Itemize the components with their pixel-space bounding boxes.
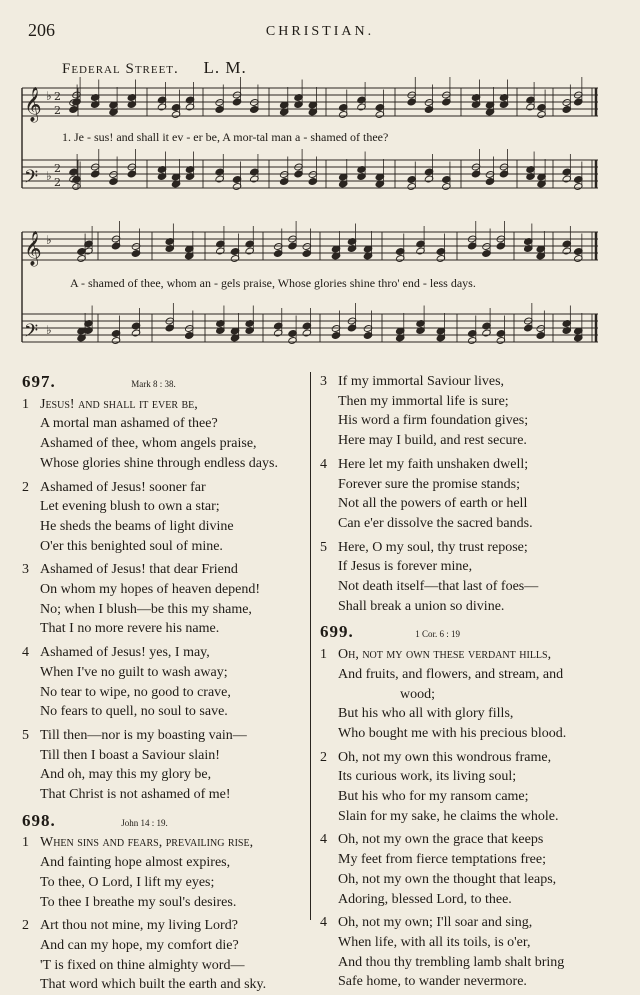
verse-number: 5	[320, 539, 327, 555]
verse-line: He sheds the beams of light divine	[40, 518, 234, 534]
verse-line: 2 Ashamed of Jesus! sooner far	[22, 478, 307, 498]
verse-line: wood;	[400, 686, 435, 702]
tune-name: Federal Street.	[62, 61, 179, 77]
treble-clef-icon: 𝄞	[24, 87, 42, 122]
verse-line: 2 Art thou not mine, my living Lord?	[22, 916, 307, 936]
verse-line: That Christ is not ashamed of me!	[40, 787, 231, 803]
verse	[22, 833, 307, 912]
flat-icon: ♭	[46, 169, 52, 183]
verse	[320, 830, 620, 909]
verse-line: 4 Oh, not my own; I'll soar and sing,	[320, 913, 620, 933]
page-number: 206	[28, 20, 55, 40]
verse-line: Slain for my sake, he claims the whole.	[338, 808, 559, 824]
verse	[320, 748, 620, 827]
verse-line: And fruits, and flowers, and stream, and	[338, 666, 564, 682]
verse	[22, 395, 307, 474]
verse	[320, 913, 620, 992]
verse-number: 4	[320, 915, 327, 931]
verse-line: Not death itself—that last of foes—	[338, 579, 539, 595]
verse-line: No; when I blush—be this my shame,	[40, 601, 252, 617]
column-divider	[310, 372, 311, 920]
lyric-line-1: 1. Je - sus! and shall it ev - er be, A mor-tal man a - shamed of thee?	[62, 130, 389, 144]
bass-clef-icon: 𝄢	[24, 167, 39, 192]
verse-number: 4	[320, 832, 327, 848]
hymn-699-heading: 699. 1 Cor. 6 : 19	[320, 622, 461, 642]
music-score	[0, 0, 640, 372]
verse-line: That word which built the earth and sky.	[40, 977, 267, 993]
hymn-699-verses	[320, 645, 620, 992]
verse-line: 2 Oh, not my own this wondrous frame,	[320, 748, 620, 768]
verse	[320, 645, 620, 744]
verse-line: To thee I breathe my soul's desires.	[40, 894, 237, 910]
verse-line: On whom my hopes of heaven depend!	[40, 582, 261, 598]
verse-line: Whose glories shine through endless days.	[40, 455, 278, 471]
verse	[22, 916, 307, 995]
lyric-line-2: A - shamed of thee, whom an - gels praise, Whose glories shine thro' end - less days.	[70, 276, 476, 290]
time-signature-bottom: 2	[54, 104, 61, 117]
verse-line: And fainting hope almost expires,	[40, 855, 231, 871]
verse-line: No fears to quell, no soul to save.	[40, 704, 228, 720]
verse-line: Who bought me with his precious blood.	[338, 725, 567, 741]
verse-line: If Jesus is forever mine,	[338, 559, 473, 575]
flat-icon: ♭	[46, 323, 52, 337]
verse-line: 3 Ashamed of Jesus! that dear Friend	[22, 560, 307, 580]
verse-line: His word a firm foundation gives;	[338, 413, 529, 429]
verse-line: And oh, may this my glory be,	[40, 767, 212, 783]
time-signature-bottom: 2	[54, 176, 61, 189]
running-title: CHRISTIAN.	[265, 24, 375, 39]
verse-line: And thou thy trembling lamb shalt bring	[338, 954, 565, 970]
verse-number: 1	[22, 835, 29, 851]
verse	[22, 560, 307, 639]
verse-line: 5 Till then—nor is my boasting vain—	[22, 726, 307, 746]
verse-number: 3	[22, 562, 29, 578]
verse	[320, 455, 620, 534]
verse-number: 1	[320, 647, 327, 663]
verse-number: 5	[22, 727, 29, 743]
hymn-698-verses-left	[22, 833, 307, 995]
hymn-column-left	[22, 372, 307, 995]
verse	[22, 643, 307, 722]
time-signature-top: 2	[54, 162, 61, 175]
flat-icon: ♭	[46, 89, 52, 103]
verse-line: Adoring, blessed Lord, to thee.	[338, 891, 512, 907]
bass-clef-icon: 𝄢	[24, 321, 39, 346]
tune-meter: L. M.	[203, 58, 247, 77]
verse-line: O'er this benighted soul of mine.	[40, 538, 223, 554]
verse-line: Ashamed of thee, whom angels praise,	[40, 436, 257, 452]
verse-line: 1 Oh, not my own these verdant hills,	[320, 645, 620, 665]
verse-line: Oh, not my own the thought that leaps,	[338, 871, 557, 887]
verse-line: 3 If my immortal Saviour lives,	[320, 372, 620, 392]
verse-line: My feet from fierce temptations free;	[338, 852, 546, 868]
flat-icon: ♭	[46, 233, 52, 247]
verse-line: 'T is fixed on thine almighty word—	[40, 957, 245, 973]
verse-line: Let evening blush to own a star;	[40, 499, 220, 515]
verse-line: Forever sure the promise stands;	[338, 476, 520, 492]
verse-line: 4 Oh, not my own the grace that keeps	[320, 830, 620, 850]
verse-number: 4	[22, 645, 29, 661]
verse-line: When life, with all its toils, is o'er,	[338, 934, 531, 950]
verse	[22, 726, 307, 805]
verse-line: A mortal man ashamed of thee?	[40, 416, 218, 432]
verse-line: No tear to wipe, no good to crave,	[40, 684, 231, 700]
verse-line: When I've no guilt to wash away;	[40, 664, 228, 680]
verse-line: Here may I build, and rest secure.	[338, 433, 527, 449]
hymn-698-heading: 698. John 14 : 19.	[22, 810, 168, 830]
verse-line: Then my immortal life is sure;	[338, 393, 509, 409]
verse-number: 2	[22, 918, 29, 934]
treble-clef-icon: 𝄞	[24, 231, 42, 266]
verse-line: Not all the powers of earth or hell	[338, 496, 528, 512]
verse-line: 4 Here let my faith unshaken dwell;	[320, 455, 620, 475]
verse-line: But his who for my ransom came;	[338, 789, 529, 805]
verse-line: To thee, O Lord, I lift my eyes;	[40, 874, 215, 890]
verse-line: 5 Here, O my soul, thy trust repose;	[320, 538, 620, 558]
verse-number: 1	[22, 396, 29, 412]
verse-line: Safe home, to wander nevermore.	[338, 974, 527, 990]
verse-number: 2	[320, 749, 327, 765]
verse	[22, 478, 307, 557]
hymn-698-verses-right	[320, 372, 620, 616]
time-signature-top: 2	[54, 90, 61, 103]
verse-line: And can my hope, my comfort die?	[40, 937, 239, 953]
verse-line: Shall break a union so divine.	[338, 598, 505, 614]
verse-line: Its curious work, its living soul;	[338, 769, 517, 785]
verse	[320, 372, 620, 451]
verse-line: 1 When sins and fears, prevailing rise,	[22, 833, 307, 853]
hymn-column-right	[320, 372, 620, 992]
verse-line: Till then I boast a Saviour slain!	[40, 747, 220, 763]
verse-number: 2	[22, 479, 29, 495]
verse	[320, 538, 620, 617]
hymn-697-verses	[22, 395, 307, 805]
verse-line: But his who all with glory fills,	[338, 706, 514, 722]
verse-line: Can e'er dissolve the sacred bands.	[338, 515, 533, 531]
verse-line: 1 Jesus! and shall it ever be,	[22, 395, 307, 415]
verse-line: That I no more revere his name.	[40, 621, 220, 637]
hymn-697-heading: 697. Mark 8 : 38.	[22, 372, 176, 391]
verse-line: 4 Ashamed of Jesus! yes, I may,	[22, 643, 307, 663]
verse-number: 4	[320, 456, 327, 472]
verse-number: 3	[320, 374, 327, 389]
